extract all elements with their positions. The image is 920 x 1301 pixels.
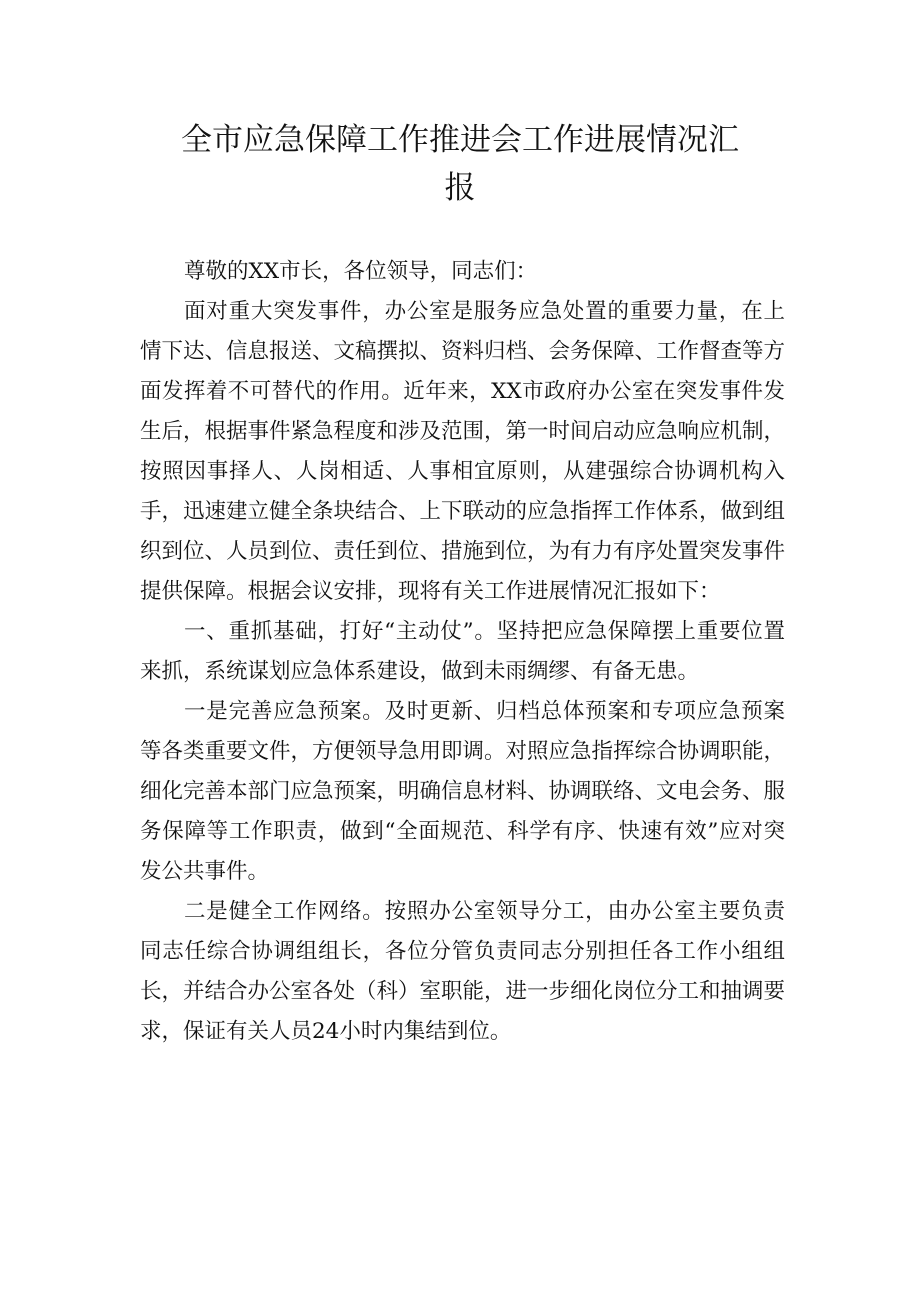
paragraph-point-1: 一是完善应急预案。及时更新、归档总体预案和专项应急预案等各类重要文件，方便领导急用即调。对照应急指挥综合协调职能，细化完善本部门应急预案，明确信息材料、协调联络、文电会务、服务保障等工作职责，做到“全面规范、科学有序、快速有效”应对突发公共事件。	[140, 699, 786, 884]
paragraph-intro: 面对重大突发事件，办公室是服务应急处置的重要力量，在上情下达、信息报送、文稿撰拟、资料归档、会务保障、工作督查等方面发挥着不可替代的作用。近年来，XX市政府办公室在突发事件发生后，根据事件紧急程度和涉及范围，第一时间启动应急响应机制，按照因事择人、人岗相适、人事相宜原则，从建强综合协调机构入手，迅速建立健全条块结合、上下联动的应急指挥工作体系，做到组织到位、人员到位、责任到位、措施到位，为有力有序处置突发事件提供保障。根据会议安排，现将有关工作进展情况汇报如下：	[140, 299, 786, 604]
document-body	[140, 252, 785, 1052]
title-line-1: 全市应急保障工作推进会工作进展情况汇	[181, 122, 739, 158]
title-line-2: 报	[444, 170, 476, 206]
paragraph-section-1: 一、重抓基础，打好“主动仗”。坚持把应急保障摆上重要位置来抓，系统谋划应急体系建设，做到未雨绸缪、有备无患。	[140, 619, 785, 684]
document-title	[140, 116, 780, 212]
paragraph-point-2: 二是健全工作网络。按照办公室领导分工，由办公室主要负责同志任综合协调组组长，各位分管负责同志分别担任各工作小组组长，并结合办公室各处（科）室职能，进一步细化岗位分工和抽调要求，保证有关人员24小时内集结到位。	[140, 899, 786, 1044]
salutation: 尊敬的XX市长，各位领导，同志们：	[184, 259, 538, 284]
